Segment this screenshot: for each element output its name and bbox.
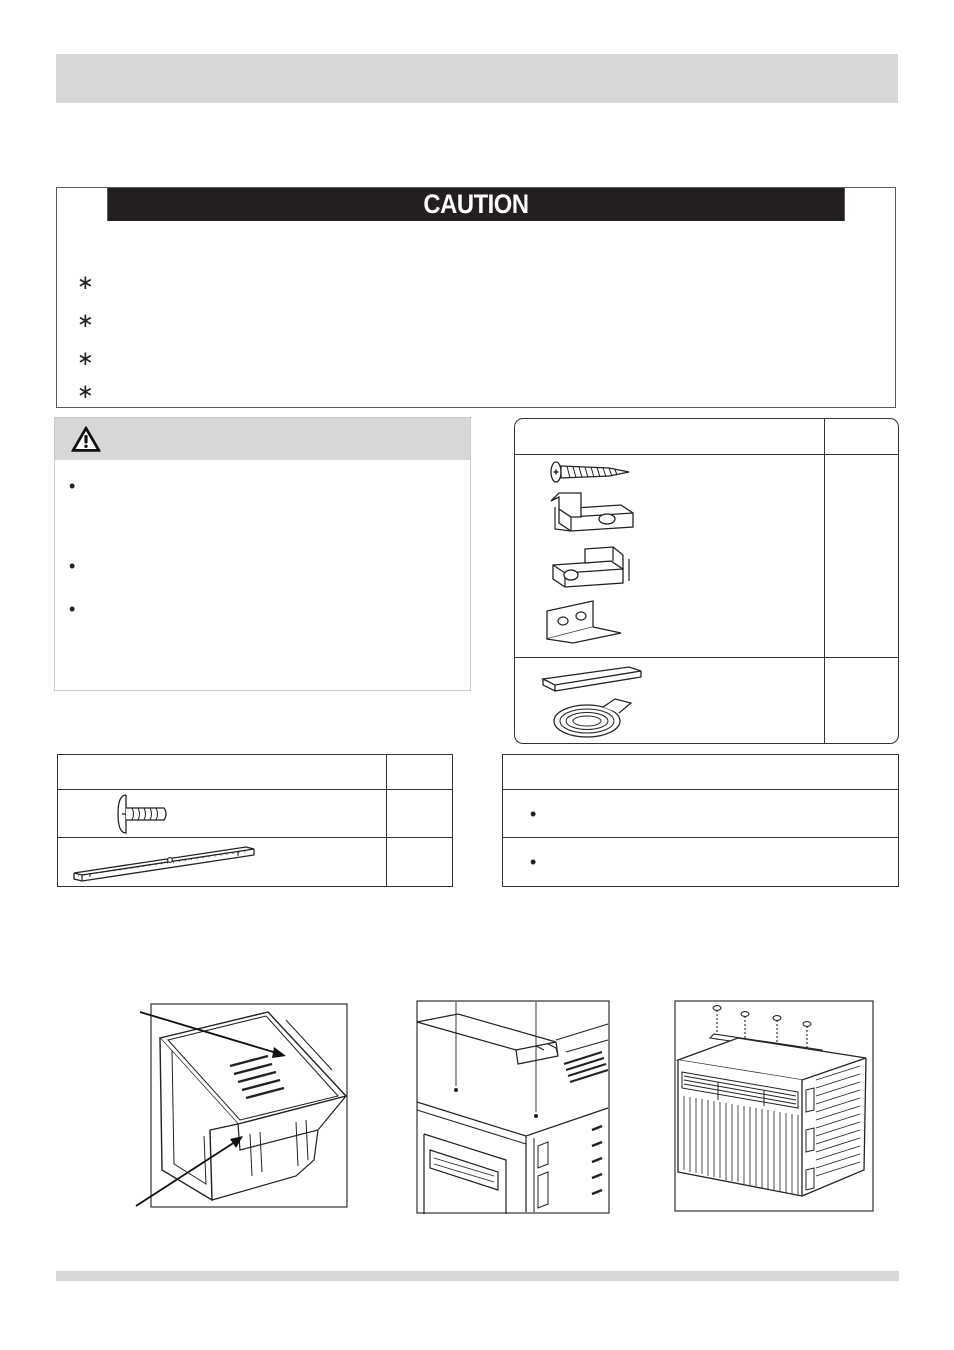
foam-seal-roll-icon [551,695,633,741]
table-divider [503,789,898,790]
table-divider [58,837,452,838]
figure-rail-close-up [416,1000,611,1214]
parts-table [514,418,899,744]
figure-unit-top-callouts [100,1000,370,1220]
warning-triangle-icon [71,426,101,452]
table-divider [515,454,898,455]
l-bracket-icon [545,599,625,645]
table-divider [503,837,898,838]
caution-box [56,187,896,408]
warning-bullet: • [69,556,76,576]
wood-screw-icon [549,461,631,483]
warning-bullet: • [69,599,76,619]
caution-bullet: ∗ [77,270,94,294]
caution-bullet: ∗ [77,346,94,370]
installation-kit-table [502,754,899,887]
header-bar [56,54,898,103]
kit-bullet: • [530,852,537,872]
warning-header [55,418,470,460]
foam-seal-strip-icon [541,665,643,693]
caution-bullet: ∗ [77,308,94,332]
figure-unit-rail-screws [674,1000,874,1212]
caution-bullet: ∗ [77,379,94,403]
warning-bullet: • [69,476,76,496]
footer-bar [56,1271,899,1281]
table-divider [515,657,898,658]
window-locking-clip-icon [551,545,637,593]
table-divider [58,789,452,790]
hardware-table [57,754,453,887]
machine-screw-icon [116,793,170,835]
table-divider [824,419,825,743]
window-locking-clip-icon [549,491,635,539]
table-divider [386,755,387,886]
warning-box [54,417,471,691]
top-rail-icon [70,843,256,883]
kit-bullet: • [530,804,537,824]
caution-title: CAUTION [107,188,844,221]
